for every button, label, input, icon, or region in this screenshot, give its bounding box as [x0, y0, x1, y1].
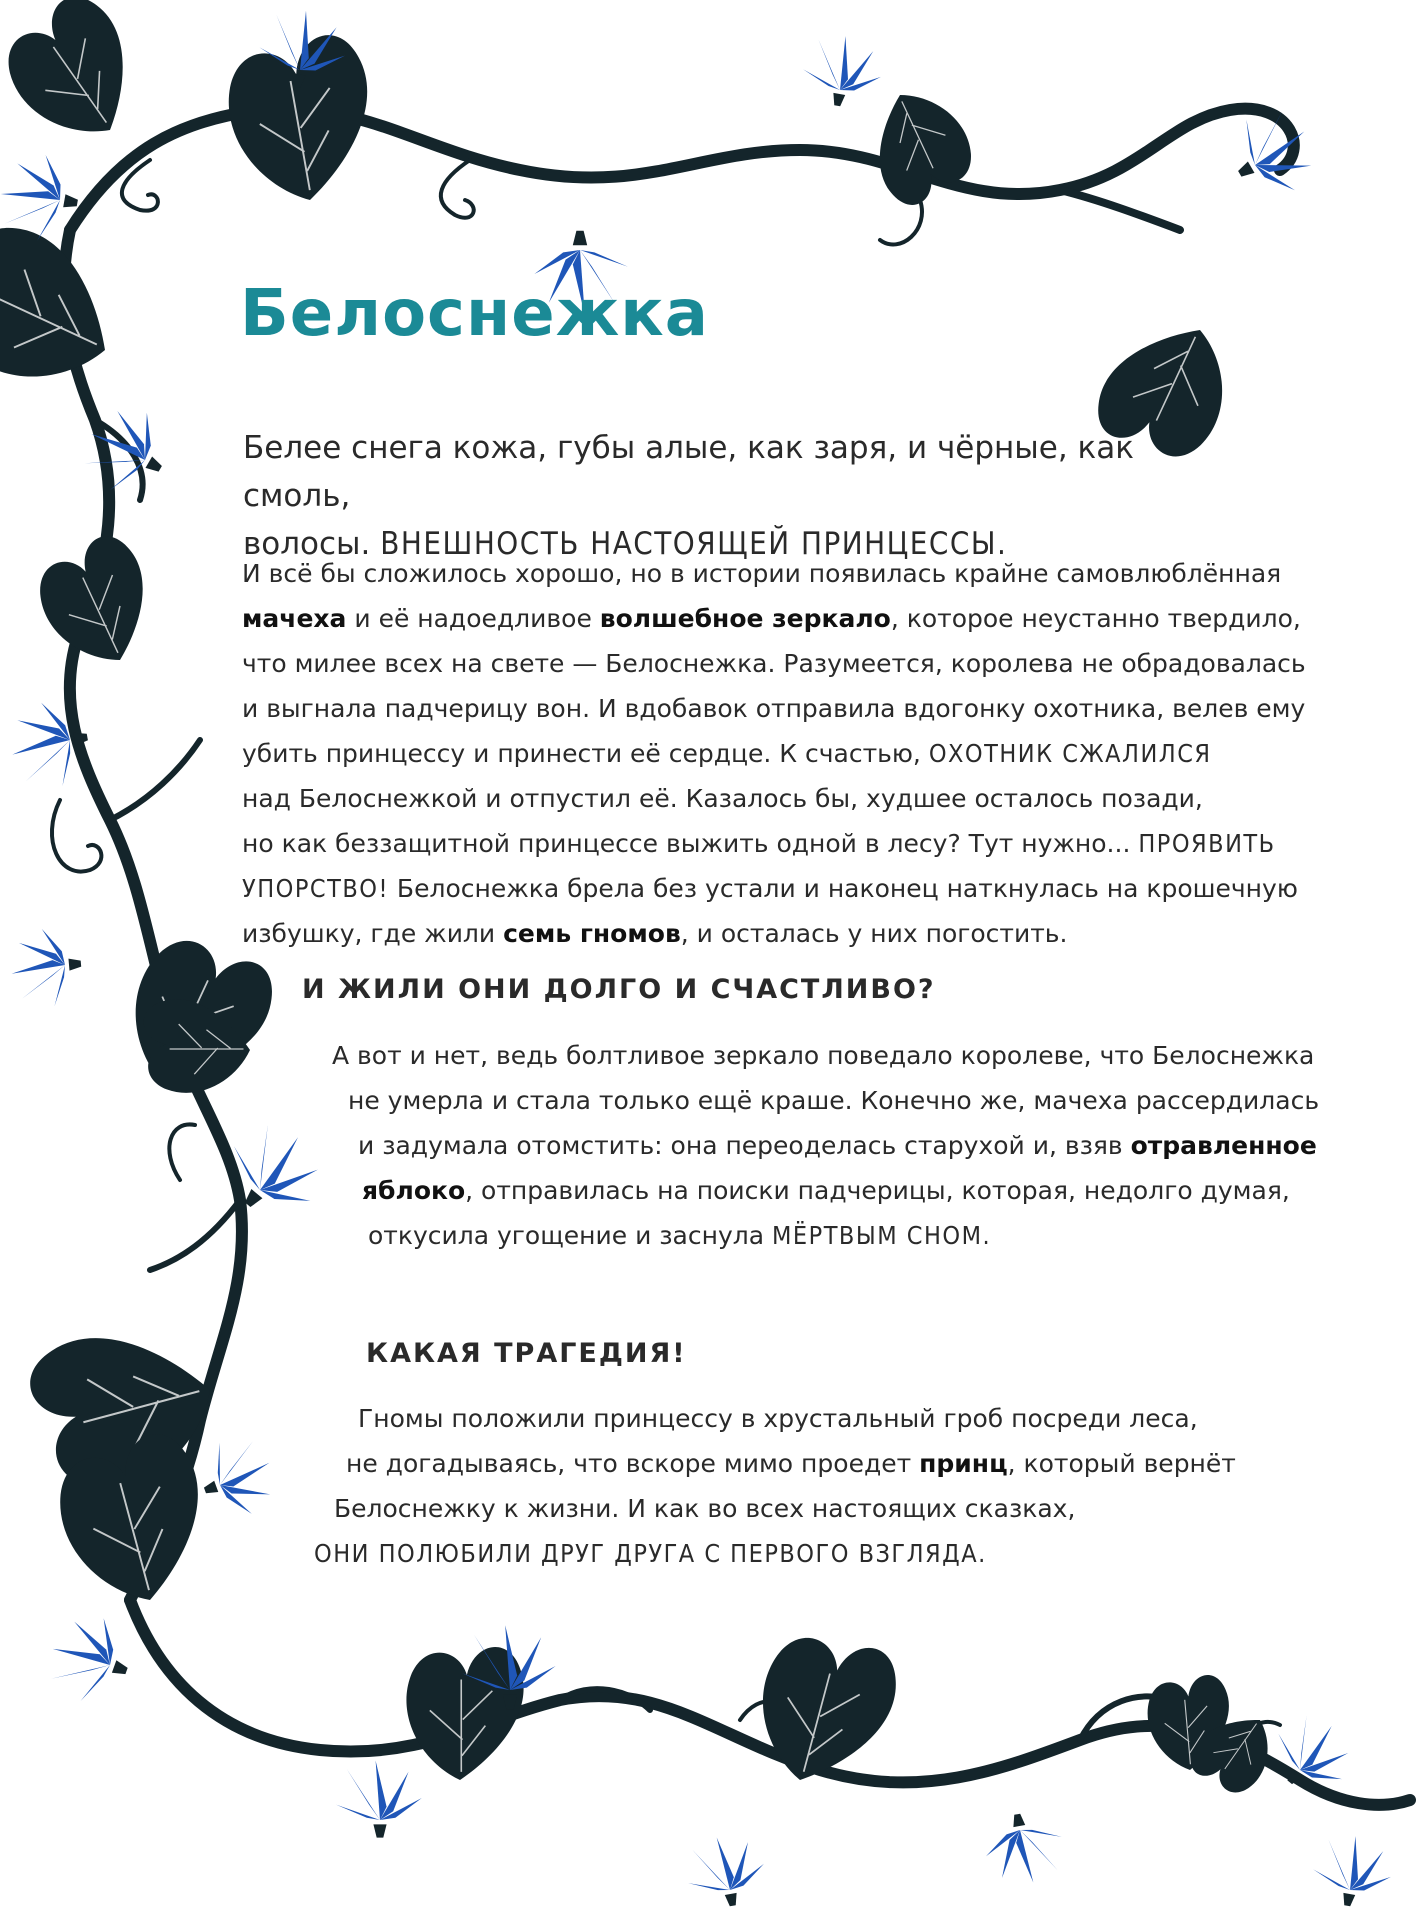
section-heading-tragedy: КАКАЯ ТРАГЕДИЯ! — [366, 1338, 687, 1369]
p1-line-4: и выгнала падчерицу вон. И вдобавок отправила вдогонку охотника, велев ему — [242, 694, 1306, 723]
p1-line-6: над Белоснежкой и отпустил её. Казалось бы, худшее осталось позади, — [242, 784, 1203, 813]
highlight-apple: яблоко — [362, 1176, 466, 1205]
p1-line-5: убить принцессу и принести её сердце. К счастью, ОХОТНИК СЖАЛИЛСЯ — [242, 739, 1212, 768]
intro-line-2-caps: ВНЕШНОСТЬ НАСТОЯЩЕЙ ПРИНЦЕССЫ. — [380, 526, 1008, 562]
p1-line-8: УПОРСТВО! Белоснежка брела без устали и наконец наткнулась на крошечную — [242, 874, 1298, 903]
intro-paragraph — [243, 424, 1243, 568]
section-heading-happily-ever-after: И ЖИЛИ ОНИ ДОЛГО И СЧАСТЛИВО? — [302, 974, 936, 1005]
p2-line-2: не умерла и стала только ещё краше. Конечно же, мачеха рассердилась — [348, 1086, 1320, 1115]
highlight-magic-mirror: волшебное зеркало — [599, 604, 891, 633]
p3-line-3: Белоснежку к жизни. И как во всех настоящих сказках, — [334, 1494, 1076, 1523]
p1-line-1: И всё бы сложилось хорошо, но в истории появилась крайне самовлюблённая — [242, 559, 1282, 588]
p1-line-9: избушку, где жили семь гномов, и осталась у них погостить. — [242, 919, 1068, 948]
p3-line-2: не догадываясь, что вскоре мимо проедет принц, который вернёт — [346, 1449, 1236, 1478]
p2-line-3: и задумала отомстить: она переоделась старухой и, взяв отравленное — [358, 1131, 1317, 1160]
intro-line-2-start: волосы. — [243, 526, 381, 562]
highlight-seven-dwarfs: семь гномов — [503, 919, 681, 948]
p1-line-7: но как беззащитной принцессе выжить одной в лесу? Тут нужно... ПРОЯВИТЬ — [242, 829, 1276, 858]
highlight-stepmother: мачеха — [242, 604, 347, 633]
p2-line-1: А вот и нет, ведь болтливое зеркало поведало королеве, что Белоснежка — [332, 1041, 1315, 1070]
highlight-prince: принц — [919, 1449, 1008, 1478]
p2-line-4: яблоко, отправилась на поиски падчерицы, которая, недолго думая, — [362, 1176, 1290, 1205]
intro-line-1: Белее снега кожа, губы алые, как заря, и чёрные, как смоль, — [243, 430, 1134, 514]
p3-line-4: ОНИ ПОЛЮБИЛИ ДРУГ ДРУГА С ПЕРВОГО ВЗГЛЯДА. — [314, 1539, 987, 1568]
p3-line-1: Гномы положили принцессу в хрустальный гроб посреди леса, — [358, 1404, 1198, 1433]
highlight-poisoned: отравленное — [1130, 1131, 1317, 1160]
p1-line-3: что милее всех на свете — Белоснежка. Разумеется, королева не обрадовалась — [242, 649, 1306, 678]
page-title: Белоснежка — [240, 277, 709, 351]
p1-line-2: мачеха и её надоедливое волшебное зеркало, которое неустанно твердило, — [242, 604, 1301, 633]
p2-line-5: откусила угощение и заснула МЁРТВЫМ СНОМ. — [368, 1221, 992, 1250]
